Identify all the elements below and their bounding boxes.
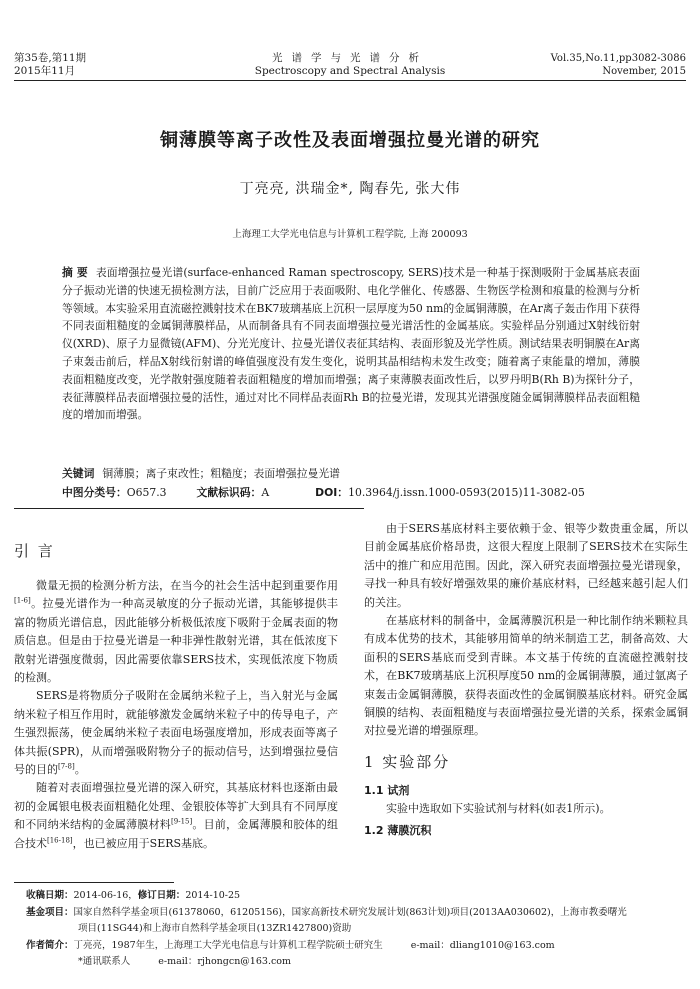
abstract [62, 264, 640, 424]
footnote-block [26, 888, 686, 971]
corresponding-line: *通讯联系人 e-mail：rjhongcn@163.com [78, 956, 292, 967]
doi-value: 10.3964/j.issn.1000-0593(2015)11-3082-05 [348, 486, 585, 499]
affiliation: 上海理工大学光电信息与计算机工程学院, 上海 200093 [232, 229, 468, 240]
corresponding-email: e-mail：rjhongcn@163.com [158, 956, 292, 967]
left-column [14, 522, 338, 853]
journal-header-right [551, 52, 686, 78]
section-1-heading: 1 实验部分 [364, 752, 451, 771]
date-en: November, 2015 [602, 66, 686, 77]
intro-paragraph-3: 随着对表面增强拉曼光谱的深入研究，其基底材料也逐渐由最初的金属银电极表面粗糙化处理、金银胶体等扩大到具有不同厚度和不同纳米结构的金属薄膜材料[9-15]。目前，金属薄膜和胶体的组合技术[16-18]，也已被应用于SERS基底。 [14, 781, 339, 850]
keywords-text: 铜薄膜；离子束改性；粗糙度；表面增强拉曼光谱 [102, 467, 340, 480]
abstract-label: 摘 要 [62, 266, 88, 279]
citation-ref: [7-8] [58, 762, 75, 771]
footnote-rule [14, 882, 174, 883]
citation-ref: [1-6] [14, 596, 31, 605]
doc-code-label: 文献标识码： [196, 486, 262, 499]
author-bio-line: 作者简介：丁亮亮，1987年生，上海理工大学光电信息与计算机工程学院硕士研究生 e-mail：dliang1010@163.com [26, 939, 555, 951]
subsection-1-1-text: 实验中选取如下实验试剂与材料(如表1所示)。 [386, 801, 611, 815]
date-cn: 2015年11月 [14, 65, 76, 77]
header-rule [14, 80, 686, 81]
author-email: e-mail：dliang1010@163.com [410, 939, 555, 951]
right-column [364, 520, 688, 840]
author-list: 丁亮亮, 洪瑞金*, 陶春先, 张大伟 [239, 181, 461, 197]
dates-line: 收稿日期：2014-06-16，修订日期：2014-10-25 [26, 890, 241, 901]
column-rule [14, 508, 364, 509]
intro-paragraph-2: SERS是将物质分子吸附在金属纳米粒子上，当入射光与金属纳米粒子相互作用时，就能够激发金属纳米粒子中的传导电子，产生强烈振荡，使金属纳米粒子表面电场强度增加，形成表面等离子体共振(SPR)，从而增强吸附物分子的振动信号，达到增强拉曼信号的目的[7-8]。 [14, 689, 338, 777]
doi-label: DOI： [315, 486, 349, 499]
intro-paragraph-1: 微量无损的检测分析方法，在当今的社会生活中起到重要作用[1-6]。拉曼光谱作为一种高灵敏度的分子振动光谱，其能够提供丰富的物质光谱信息，因此能够分析极低浓度下吸附于金属表面的物质信息。但是由于拉曼光谱是一种非弹性散射光谱，其在低浓度下散射光谱强度微弱，因此需要依靠SERS技术，实现低浓度下物质的检测。 [14, 579, 338, 685]
abstract-text: 表面增强拉曼光谱(surface-enhanced Raman spectroscopy, SERS)技术是一种基于探测吸附于金属基底表面分子振动光谱的快速无损检测方法，目前广泛应用于表面吸附、电化学催化、传感器、生物医学检测和痕量的检测与分析等领域。本实验采用直流磁控溅射技术在BK7玻璃基底上沉积一层厚度为50 nm的金属铜薄膜，在Ar离子轰击作用下获得不同表面粗糙度的金属铜薄膜样品，从而制备具有不同表面增强拉曼光谱活性的金属基底。实验样品分别通过X射线衍射仪(XRD)、原子力显微镜(AFM)、分光光度计、拉曼光谱仪表征其结构、表面形貌及光学性质。测试结果表明铜膜在Ar离子束轰击前后，样品X射线衍射谱的峰值强度没有发生变化，说明其晶相结构未发生改变；随着离子束能量的增加，薄膜表面粗糙度改变，光学散射强度随着表面粗糙度的增加而增强；离子束薄膜表面改性后，以罗丹明B(Rh B)为探针分子，表征薄膜样品表面增强拉曼的活性，通过对比不同样品表面Rh B的拉曼光谱，发现其光谱强度随金属铜薄膜样品表面粗糙度的增加而增强。 [62, 266, 640, 422]
journal-name-cn: 光谱学与光谱分析 [272, 52, 428, 64]
citation-ref: [16-18] [47, 836, 73, 845]
intro-heading: 引 言 [14, 542, 55, 560]
journal-header-left [14, 52, 86, 78]
subsection-1-1-heading: 1.1 试剂 [364, 783, 410, 797]
volume-cn: 第35卷,第11期 [14, 52, 87, 64]
funding-line: 基金项目：国家自然科学基金项目(61378060，61205156)，国家高新技术研究发展计划(863计划)项目(2013AA030602)，上海市教委曙光 [26, 906, 627, 918]
funding-line-2: 项目(11SG44)和上海市自然科学基金项目(13ZR1427800)资助 [78, 923, 352, 934]
volume-en: Vol.35,No.11,pp3082-3086 [550, 53, 686, 64]
paper-title: 铜薄膜等离子改性及表面增强拉曼光谱的研究 [160, 130, 540, 151]
intro-paragraph-5: 在基底材料的制备中，金属薄膜沉积是一种比制作纳米颗粒具有成本优势的技术，其能够用简单的纳米制造工艺，制备高效、大面积的SERS基底而受到青睐。本文基于传统的直流磁控溅射技术，在BK7玻璃基底上沉积厚度50 nm的金属铜薄膜，通过氩离子束轰击金属铜薄膜，获得表面改性的金属铜膜基底材料。研究金属铜膜的结构、表面粗糙度与表面增强拉曼光谱的关系，探索金属铜对拉曼光谱的增强原理。 [364, 614, 688, 738]
clc-label: 中图分类号： [62, 486, 127, 499]
doc-code-value: A [261, 486, 270, 499]
journal-name-en: Spectroscopy and Spectral Analysis [254, 65, 446, 77]
journal-header-center [200, 52, 500, 78]
keywords [62, 465, 652, 482]
intro-paragraph-4: 由于SERS基底材料主要依赖于金、银等少数贵重金属，所以目前金属基底价格昂贵，这很大程度上限制了SERS技术在实际生活中的推广和应用范围。因此，深入研究表面增强拉曼光谱现象，寻找一种具有较好增强效果的廉价基底材料，已经越来越引起人们的关注。 [364, 522, 688, 609]
classification-line [62, 484, 652, 501]
subsection-1-2-heading: 1.2 薄膜沉积 [364, 824, 432, 838]
keywords-label: 关键词 [62, 467, 95, 480]
clc-value: O657.3 [126, 486, 167, 499]
citation-ref: [9-15] [171, 817, 193, 826]
